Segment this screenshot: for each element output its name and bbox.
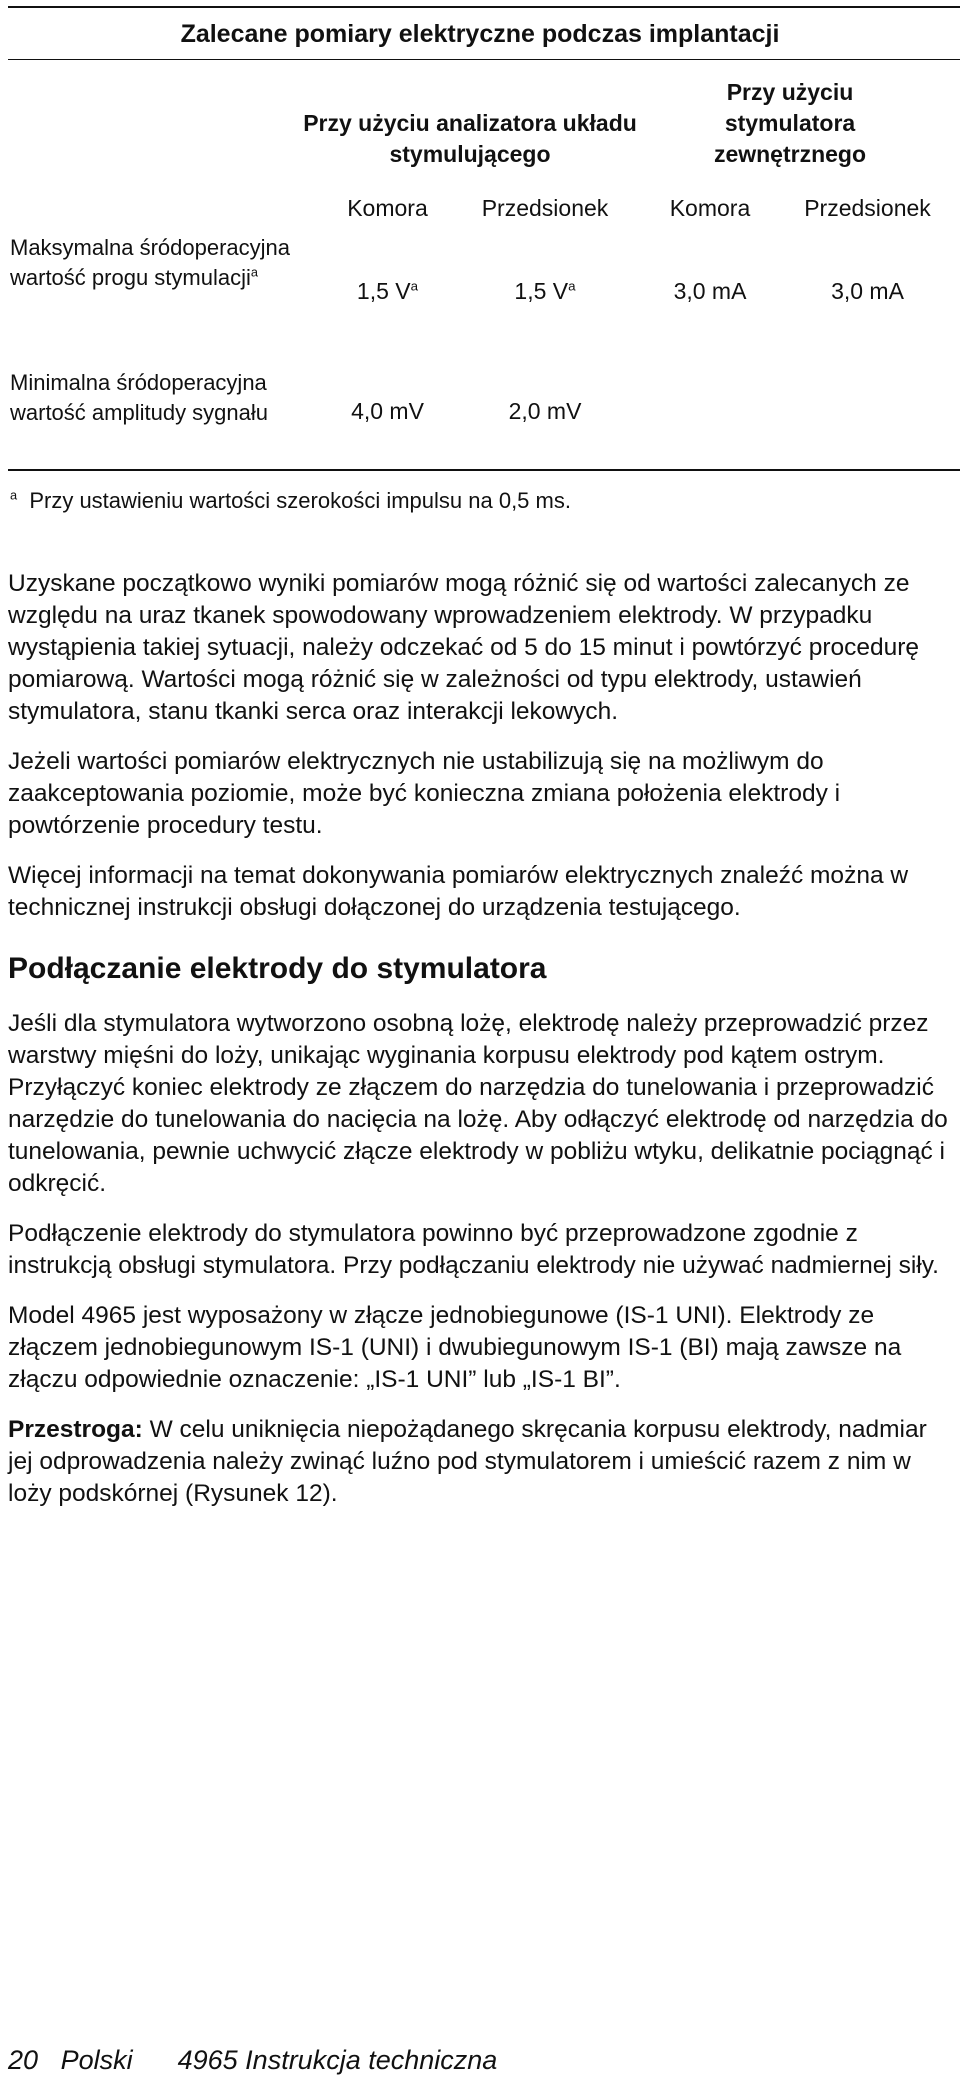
footnote-marker: a bbox=[410, 278, 419, 294]
cell-value: 1,5 V bbox=[514, 278, 569, 304]
table-cell: 2,0 mV bbox=[508, 398, 582, 424]
footer-language: Polski bbox=[60, 2045, 133, 2075]
page-footer bbox=[8, 2045, 497, 2076]
table-cell: 3,0 mA bbox=[673, 278, 747, 304]
table-caption: Zalecane pomiary elektryczne podczas implantacji bbox=[180, 20, 780, 48]
table-cell bbox=[460, 278, 630, 305]
cell-value: 1,5 V bbox=[356, 278, 411, 304]
paragraph: Jeśli dla stymulatora wytworzono osobną lożę, elektrodę należy przeprowadzić przez warstwy mięśni do loży, unikając wyginania korpusu elektrody pod kątem ostrym. Przyłączyć koniec elektrody ze złączem do narzędzia do tunelowania i przeprowadzić narzędzie do tunelowania do nacięcia na lożę. Aby odłączyć elektrodę od narzędzia do tunelowania, pewnie uchwycić złącze elektrody w pobliżu wtyku, delikatnie pociągnąć i odkręcić. bbox=[8, 1010, 948, 1197]
row-label-threshold bbox=[10, 233, 310, 293]
row-label-amplitude: Minimalna śródoperacyjna wartość amplitudy sygnału bbox=[10, 370, 269, 425]
paragraph: Uzyskane początkowo wyniki pomiarów mogą różnić się od wartości zalecanych ze względu na uraz tkanek spowodowany wprowadzeniem elektrody. W przypadku wystąpienia takiej sytuacji, należy odczekać od 5 do 15 minut i powtórzyć procedurę pomiarową. Wartości mogą różnić się w zależności od typu elektrody, ustawień stymulatora, stanu tkanki serca oraz interakcji lekowych. bbox=[8, 570, 920, 725]
body-text bbox=[8, 568, 953, 1528]
footnote-marker: a bbox=[568, 278, 576, 294]
page-number: 20 bbox=[8, 2045, 39, 2075]
paragraph: Więcej informacji na temat dokonywania pomiarów elektrycznych znaleźć można w technicznej instrukcji obsługi dołączonej do urządzenia testującego. bbox=[8, 862, 909, 921]
column-header-atrium-2: Przedsionek bbox=[804, 195, 931, 221]
table-cell: 3,0 mA bbox=[831, 278, 904, 304]
table-caption-rule bbox=[8, 59, 960, 60]
caution-text: W celu uniknięcia niepożądanego skręcania korpusu elektrody, nadmiar jej odprowadzenia należy zwinąć luźno pod stymulatorem i umieścić razem z nim w loży podskórnej (Rysunek 12). bbox=[8, 1416, 927, 1507]
caution-label: Przestroga: bbox=[8, 1416, 143, 1443]
table-group-header-analyzer: Przy użyciu analizatora układu stymulującego bbox=[303, 110, 637, 167]
table-footnote bbox=[10, 488, 571, 514]
table-bottom-rule bbox=[8, 469, 960, 471]
table-top-rule bbox=[8, 6, 960, 8]
table-cell bbox=[315, 278, 460, 305]
column-header-ventricle-2: Komora bbox=[669, 195, 751, 221]
section-heading: Podłączanie elektrody do stymulatora bbox=[8, 952, 547, 985]
footnote-marker: a bbox=[250, 264, 258, 280]
column-header-atrium-1: Przedsionek bbox=[481, 195, 609, 221]
column-header-ventricle-1: Komora bbox=[347, 195, 428, 221]
footnote-marker: a bbox=[10, 487, 18, 503]
table-group-header-external-stimulator: Przy użyciu stymulatora zewnętrznego bbox=[713, 79, 867, 167]
caution-paragraph bbox=[8, 1414, 953, 1510]
footnote-text: Przy ustawieniu wartości szerokości impulsu na 0,5 ms. bbox=[29, 488, 571, 513]
paragraph: Model 4965 jest wyposażony w złącze jednobiegunowe (IS-1 UNI). Elektrody ze złączem jednobiegunowym IS-1 (UNI) i dwubiegunowym IS-1 (BI) mają zawsze na złączu odpowiednie oznaczenie: „IS-1 UNI” lub „IS-1 BI”. bbox=[8, 1302, 902, 1393]
row-label-threshold-text: Maksymalna śródoperacyjna wartość progu stymulacji bbox=[10, 235, 291, 290]
footer-document-title: 4965 Instrukcja techniczna bbox=[177, 2045, 498, 2075]
table-cell: 4,0 mV bbox=[351, 398, 424, 424]
paragraph: Jeżeli wartości pomiarów elektrycznych nie ustabilizują się na możliwym do zaakceptowania poziomie, może być konieczna zmiana położenia elektrody i powtórzenie procedury testu. bbox=[8, 748, 841, 839]
paragraph: Podłączenie elektrody do stymulatora powinno być przeprowadzone zgodnie z instrukcją obsługi stymulatora. Przy podłączaniu elektrody nie używać nadmiernej siły. bbox=[8, 1220, 939, 1279]
